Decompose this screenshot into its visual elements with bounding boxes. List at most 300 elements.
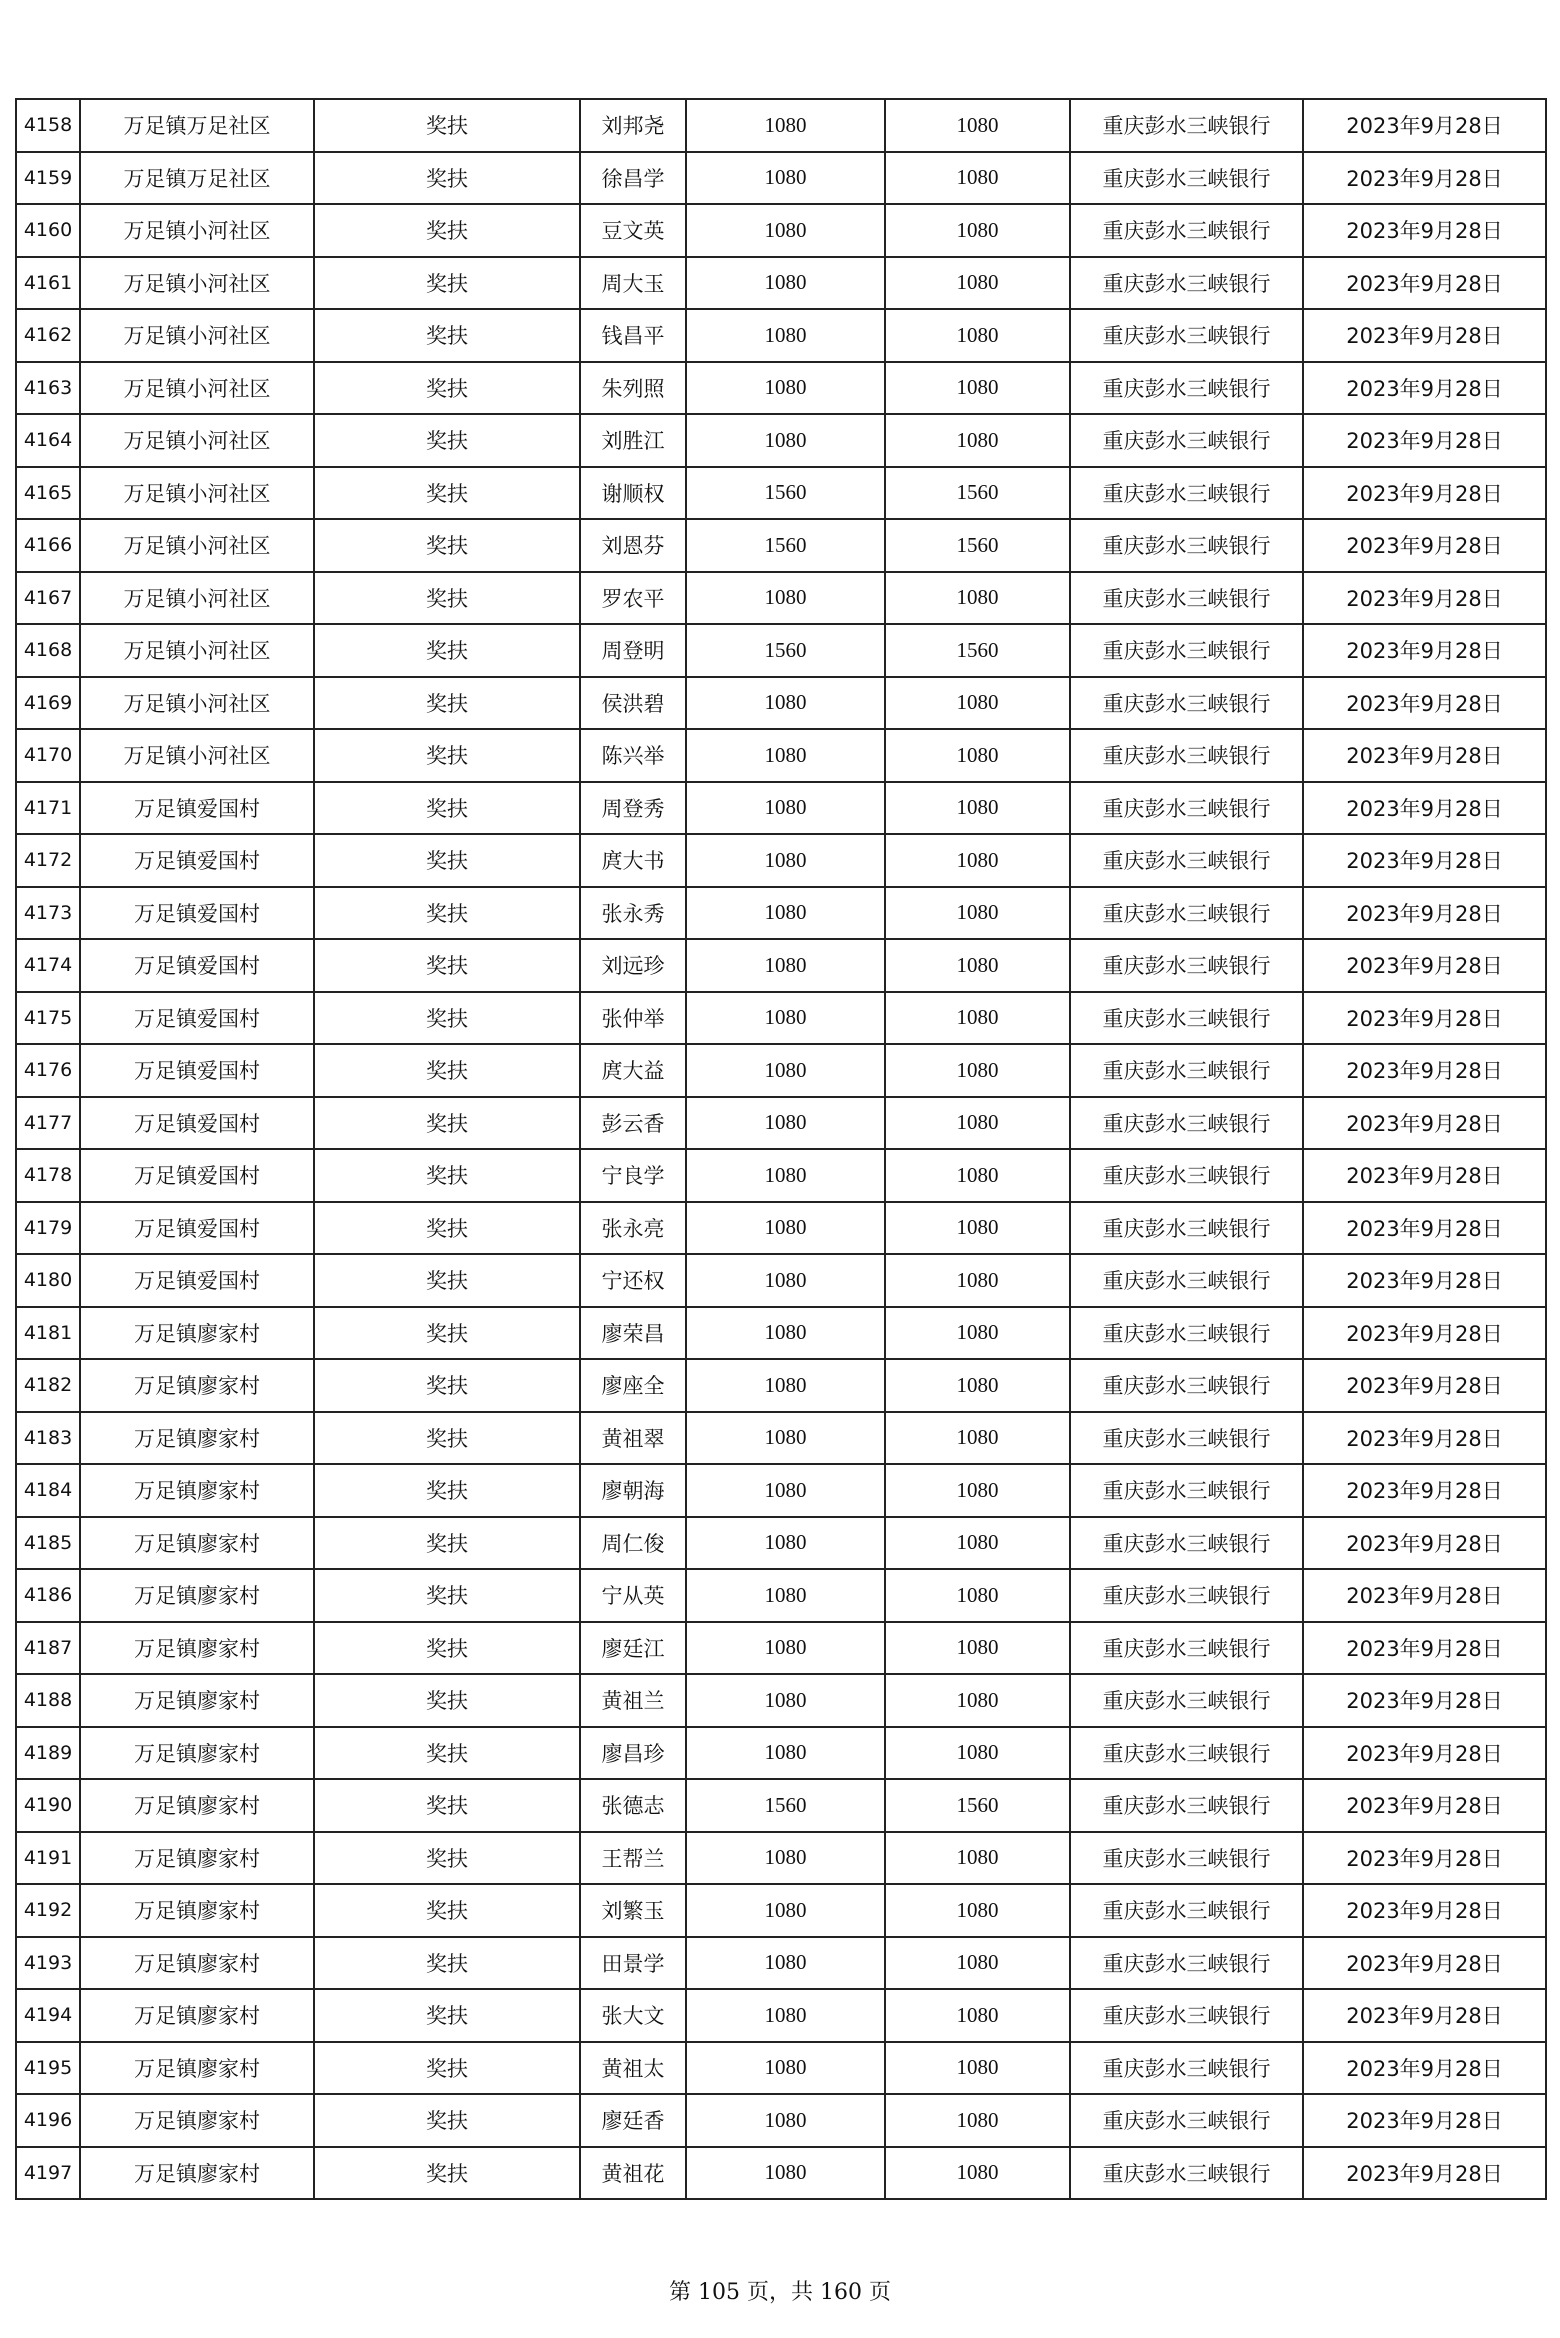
- date-cell: 2023年9月28日: [1303, 519, 1546, 572]
- table-row: [16, 834, 1546, 887]
- amount-cell: 1080: [686, 1149, 885, 1202]
- row-number-cell: 4177: [16, 1097, 80, 1150]
- amount-cell: 1080: [686, 1622, 885, 1675]
- table-row: [16, 1412, 1546, 1465]
- amount-cell: 1080: [686, 992, 885, 1045]
- paid-amount-cell: 1080: [885, 1307, 1070, 1360]
- table-row: [16, 2147, 1546, 2200]
- date-cell: 2023年9月28日: [1303, 729, 1546, 782]
- table-row: [16, 887, 1546, 940]
- type-cell: 奖扶: [314, 624, 580, 677]
- paid-amount-cell: 1080: [885, 834, 1070, 887]
- bank-cell: 重庆彭水三峡银行: [1070, 1202, 1303, 1255]
- date-cell: 2023年9月28日: [1303, 1149, 1546, 1202]
- date-cell: 2023年9月28日: [1303, 414, 1546, 467]
- type-cell: 奖扶: [314, 2094, 580, 2147]
- bank-cell: 重庆彭水三峡银行: [1070, 1307, 1303, 1360]
- date-cell: 2023年9月28日: [1303, 152, 1546, 205]
- name-cell: 徐昌学: [580, 152, 686, 205]
- date-cell: 2023年9月28日: [1303, 939, 1546, 992]
- amount-cell: 1080: [686, 152, 885, 205]
- type-cell: 奖扶: [314, 1097, 580, 1150]
- date-cell: 2023年9月28日: [1303, 1884, 1546, 1937]
- table-row: [16, 1989, 1546, 2042]
- name-cell: 刘繁玉: [580, 1884, 686, 1937]
- type-cell: 奖扶: [314, 1674, 580, 1727]
- paid-amount-cell: 1080: [885, 1097, 1070, 1150]
- date-cell: 2023年9月28日: [1303, 1569, 1546, 1622]
- name-cell: 陈兴举: [580, 729, 686, 782]
- area-cell: 万足镇小河社区: [80, 572, 314, 625]
- date-cell: 2023年9月28日: [1303, 1622, 1546, 1675]
- paid-amount-cell: 1080: [885, 309, 1070, 362]
- name-cell: 张永秀: [580, 887, 686, 940]
- area-cell: 万足镇廖家村: [80, 1359, 314, 1412]
- name-cell: 黄祖翠: [580, 1412, 686, 1465]
- type-cell: 奖扶: [314, 1517, 580, 1570]
- table-row: [16, 414, 1546, 467]
- area-cell: 万足镇廖家村: [80, 1727, 314, 1780]
- name-cell: 刘远珍: [580, 939, 686, 992]
- row-number-cell: 4191: [16, 1832, 80, 1885]
- table-row: [16, 677, 1546, 730]
- name-cell: 彭云香: [580, 1097, 686, 1150]
- paid-amount-cell: 1080: [885, 1464, 1070, 1517]
- amount-cell: 1080: [686, 309, 885, 362]
- area-cell: 万足镇廖家村: [80, 1307, 314, 1360]
- date-cell: 2023年9月28日: [1303, 1097, 1546, 1150]
- row-number-cell: 4163: [16, 362, 80, 415]
- type-cell: 奖扶: [314, 1464, 580, 1517]
- bank-cell: 重庆彭水三峡银行: [1070, 1254, 1303, 1307]
- date-cell: 2023年9月28日: [1303, 782, 1546, 835]
- type-cell: 奖扶: [314, 887, 580, 940]
- paid-amount-cell: 1080: [885, 204, 1070, 257]
- area-cell: 万足镇小河社区: [80, 309, 314, 362]
- bank-cell: 重庆彭水三峡银行: [1070, 1674, 1303, 1727]
- date-cell: 2023年9月28日: [1303, 99, 1546, 152]
- paid-amount-cell: 1080: [885, 362, 1070, 415]
- bank-cell: 重庆彭水三峡银行: [1070, 1832, 1303, 1885]
- name-cell: 王帮兰: [580, 1832, 686, 1885]
- date-cell: 2023年9月28日: [1303, 1202, 1546, 1255]
- table-row: [16, 992, 1546, 1045]
- row-number-cell: 4186: [16, 1569, 80, 1622]
- name-cell: 黄祖兰: [580, 1674, 686, 1727]
- name-cell: 侯洪碧: [580, 677, 686, 730]
- paid-amount-cell: 1080: [885, 2042, 1070, 2095]
- area-cell: 万足镇爱国村: [80, 992, 314, 1045]
- amount-cell: 1080: [686, 1412, 885, 1465]
- paid-amount-cell: 1560: [885, 467, 1070, 520]
- amount-cell: 1560: [686, 1779, 885, 1832]
- date-cell: 2023年9月28日: [1303, 2147, 1546, 2200]
- type-cell: 奖扶: [314, 572, 580, 625]
- amount-cell: 1080: [686, 1674, 885, 1727]
- date-cell: 2023年9月28日: [1303, 887, 1546, 940]
- type-cell: 奖扶: [314, 1202, 580, 1255]
- paid-amount-cell: 1080: [885, 1412, 1070, 1465]
- type-cell: 奖扶: [314, 1044, 580, 1097]
- name-cell: 廖昌珍: [580, 1727, 686, 1780]
- row-number-cell: 4197: [16, 2147, 80, 2200]
- name-cell: 廖荣昌: [580, 1307, 686, 1360]
- name-cell: 豆文英: [580, 204, 686, 257]
- row-number-cell: 4170: [16, 729, 80, 782]
- paid-amount-cell: 1080: [885, 782, 1070, 835]
- amount-cell: 1560: [686, 519, 885, 572]
- amount-cell: 1080: [686, 1097, 885, 1150]
- bank-cell: 重庆彭水三峡银行: [1070, 1569, 1303, 1622]
- bank-cell: 重庆彭水三峡银行: [1070, 1884, 1303, 1937]
- area-cell: 万足镇廖家村: [80, 1779, 314, 1832]
- amount-cell: 1080: [686, 2094, 885, 2147]
- row-number-cell: 4162: [16, 309, 80, 362]
- amount-cell: 1080: [686, 834, 885, 887]
- date-cell: 2023年9月28日: [1303, 1307, 1546, 1360]
- row-number-cell: 4164: [16, 414, 80, 467]
- date-cell: 2023年9月28日: [1303, 1674, 1546, 1727]
- bank-cell: 重庆彭水三峡银行: [1070, 467, 1303, 520]
- area-cell: 万足镇廖家村: [80, 2147, 314, 2200]
- name-cell: 宁还权: [580, 1254, 686, 1307]
- table-row: [16, 204, 1546, 257]
- name-cell: 田景学: [580, 1937, 686, 1990]
- date-cell: 2023年9月28日: [1303, 309, 1546, 362]
- row-number-cell: 4196: [16, 2094, 80, 2147]
- paid-amount-cell: 1080: [885, 572, 1070, 625]
- name-cell: 廖廷香: [580, 2094, 686, 2147]
- paid-amount-cell: 1080: [885, 1569, 1070, 1622]
- date-cell: 2023年9月28日: [1303, 992, 1546, 1045]
- type-cell: 奖扶: [314, 1989, 580, 2042]
- table-row: [16, 1202, 1546, 1255]
- table-row: [16, 1937, 1546, 1990]
- area-cell: 万足镇小河社区: [80, 467, 314, 520]
- row-number-cell: 4182: [16, 1359, 80, 1412]
- table-row: [16, 362, 1546, 415]
- date-cell: 2023年9月28日: [1303, 1359, 1546, 1412]
- paid-amount-cell: 1080: [885, 1727, 1070, 1780]
- paid-amount-cell: 1080: [885, 1149, 1070, 1202]
- row-number-cell: 4168: [16, 624, 80, 677]
- amount-cell: 1080: [686, 1044, 885, 1097]
- amount-cell: 1080: [686, 1202, 885, 1255]
- paid-amount-cell: 1080: [885, 414, 1070, 467]
- row-number-cell: 4165: [16, 467, 80, 520]
- type-cell: 奖扶: [314, 1412, 580, 1465]
- name-cell: 张德志: [580, 1779, 686, 1832]
- bank-cell: 重庆彭水三峡银行: [1070, 2147, 1303, 2200]
- page-footer: 第 105 页，共 160 页: [669, 2280, 891, 2305]
- type-cell: 奖扶: [314, 939, 580, 992]
- name-cell: 廖座全: [580, 1359, 686, 1412]
- amount-cell: 1080: [686, 1517, 885, 1570]
- area-cell: 万足镇小河社区: [80, 624, 314, 677]
- date-cell: 2023年9月28日: [1303, 2042, 1546, 2095]
- row-number-cell: 4181: [16, 1307, 80, 1360]
- type-cell: 奖扶: [314, 2147, 580, 2200]
- paid-amount-cell: 1080: [885, 729, 1070, 782]
- name-cell: 廖廷江: [580, 1622, 686, 1675]
- paid-amount-cell: 1080: [885, 677, 1070, 730]
- row-number-cell: 4185: [16, 1517, 80, 1570]
- bank-cell: 重庆彭水三峡银行: [1070, 204, 1303, 257]
- name-cell: 钱昌平: [580, 309, 686, 362]
- name-cell: 罗农平: [580, 572, 686, 625]
- type-cell: 奖扶: [314, 782, 580, 835]
- bank-cell: 重庆彭水三峡银行: [1070, 1989, 1303, 2042]
- area-cell: 万足镇廖家村: [80, 2094, 314, 2147]
- row-number-cell: 4158: [16, 99, 80, 152]
- name-cell: 谢顺权: [580, 467, 686, 520]
- date-cell: 2023年9月28日: [1303, 834, 1546, 887]
- table-row: [16, 939, 1546, 992]
- type-cell: 奖扶: [314, 1622, 580, 1675]
- area-cell: 万足镇爱国村: [80, 1097, 314, 1150]
- table-row: [16, 782, 1546, 835]
- table-row: [16, 729, 1546, 782]
- bank-cell: 重庆彭水三峡银行: [1070, 834, 1303, 887]
- name-cell: 朱列照: [580, 362, 686, 415]
- row-number-cell: 4194: [16, 1989, 80, 2042]
- row-number-cell: 4172: [16, 834, 80, 887]
- area-cell: 万足镇爱国村: [80, 1202, 314, 1255]
- bank-cell: 重庆彭水三峡银行: [1070, 572, 1303, 625]
- table-row: [16, 1569, 1546, 1622]
- row-number-cell: 4169: [16, 677, 80, 730]
- area-cell: 万足镇爱国村: [80, 1149, 314, 1202]
- type-cell: 奖扶: [314, 414, 580, 467]
- area-cell: 万足镇小河社区: [80, 729, 314, 782]
- amount-cell: 1080: [686, 782, 885, 835]
- area-cell: 万足镇廖家村: [80, 1989, 314, 2042]
- type-cell: 奖扶: [314, 1254, 580, 1307]
- amount-cell: 1080: [686, 887, 885, 940]
- area-cell: 万足镇爱国村: [80, 887, 314, 940]
- row-number-cell: 4176: [16, 1044, 80, 1097]
- paid-amount-cell: 1080: [885, 1359, 1070, 1412]
- bank-cell: 重庆彭水三峡银行: [1070, 152, 1303, 205]
- area-cell: 万足镇廖家村: [80, 1674, 314, 1727]
- paid-amount-cell: 1080: [885, 99, 1070, 152]
- paid-amount-cell: 1080: [885, 152, 1070, 205]
- date-cell: 2023年9月28日: [1303, 1412, 1546, 1465]
- area-cell: 万足镇小河社区: [80, 414, 314, 467]
- area-cell: 万足镇廖家村: [80, 1937, 314, 1990]
- row-number-cell: 4159: [16, 152, 80, 205]
- date-cell: 2023年9月28日: [1303, 572, 1546, 625]
- date-cell: 2023年9月28日: [1303, 1989, 1546, 2042]
- table-row: [16, 1779, 1546, 1832]
- row-number-cell: 4171: [16, 782, 80, 835]
- area-cell: 万足镇爱国村: [80, 834, 314, 887]
- bank-cell: 重庆彭水三峡银行: [1070, 1779, 1303, 1832]
- table-row: [16, 1044, 1546, 1097]
- area-cell: 万足镇小河社区: [80, 362, 314, 415]
- paid-amount-cell: 1080: [885, 887, 1070, 940]
- amount-cell: 1080: [686, 1359, 885, 1412]
- name-cell: 廖朝海: [580, 1464, 686, 1517]
- table-row: [16, 1884, 1546, 1937]
- row-number-cell: 4189: [16, 1727, 80, 1780]
- amount-cell: 1560: [686, 467, 885, 520]
- table-row: [16, 99, 1546, 152]
- name-cell: 黄祖太: [580, 2042, 686, 2095]
- bank-cell: 重庆彭水三峡银行: [1070, 1149, 1303, 1202]
- paid-amount-cell: 1080: [885, 1202, 1070, 1255]
- payment-table: [15, 98, 1547, 2200]
- paid-amount-cell: 1080: [885, 1517, 1070, 1570]
- amount-cell: 1080: [686, 1937, 885, 1990]
- row-number-cell: 4193: [16, 1937, 80, 1990]
- date-cell: 2023年9月28日: [1303, 467, 1546, 520]
- row-number-cell: 4161: [16, 257, 80, 310]
- paid-amount-cell: 1080: [885, 1622, 1070, 1675]
- type-cell: 奖扶: [314, 1149, 580, 1202]
- bank-cell: 重庆彭水三峡银行: [1070, 1464, 1303, 1517]
- table-row: [16, 1359, 1546, 1412]
- table-row: [16, 1517, 1546, 1570]
- name-cell: 周仁俊: [580, 1517, 686, 1570]
- date-cell: 2023年9月28日: [1303, 1254, 1546, 1307]
- area-cell: 万足镇爱国村: [80, 782, 314, 835]
- name-cell: 张大文: [580, 1989, 686, 2042]
- row-number-cell: 4160: [16, 204, 80, 257]
- amount-cell: 1080: [686, 1307, 885, 1360]
- amount-cell: 1080: [686, 257, 885, 310]
- row-number-cell: 4188: [16, 1674, 80, 1727]
- table-row: [16, 309, 1546, 362]
- type-cell: 奖扶: [314, 1569, 580, 1622]
- bank-cell: 重庆彭水三峡银行: [1070, 2094, 1303, 2147]
- bank-cell: 重庆彭水三峡银行: [1070, 677, 1303, 730]
- type-cell: 奖扶: [314, 99, 580, 152]
- bank-cell: 重庆彭水三峡银行: [1070, 99, 1303, 152]
- row-number-cell: 4175: [16, 992, 80, 1045]
- table-row: [16, 2042, 1546, 2095]
- bank-cell: 重庆彭水三峡银行: [1070, 1359, 1303, 1412]
- area-cell: 万足镇爱国村: [80, 939, 314, 992]
- table-row: [16, 519, 1546, 572]
- table-body: [16, 99, 1546, 2199]
- type-cell: 奖扶: [314, 467, 580, 520]
- date-cell: 2023年9月28日: [1303, 677, 1546, 730]
- paid-amount-cell: 1080: [885, 992, 1070, 1045]
- type-cell: 奖扶: [314, 152, 580, 205]
- table-row: [16, 1832, 1546, 1885]
- amount-cell: 1080: [686, 2042, 885, 2095]
- type-cell: 奖扶: [314, 1779, 580, 1832]
- date-cell: 2023年9月28日: [1303, 1464, 1546, 1517]
- name-cell: 周登秀: [580, 782, 686, 835]
- row-number-cell: 4173: [16, 887, 80, 940]
- type-cell: 奖扶: [314, 1884, 580, 1937]
- name-cell: 张仲举: [580, 992, 686, 1045]
- bank-cell: 重庆彭水三峡银行: [1070, 257, 1303, 310]
- row-number-cell: 4190: [16, 1779, 80, 1832]
- bank-cell: 重庆彭水三峡银行: [1070, 414, 1303, 467]
- area-cell: 万足镇小河社区: [80, 204, 314, 257]
- amount-cell: 1080: [686, 1989, 885, 2042]
- date-cell: 2023年9月28日: [1303, 1044, 1546, 1097]
- bank-cell: 重庆彭水三峡银行: [1070, 2042, 1303, 2095]
- bank-cell: 重庆彭水三峡银行: [1070, 362, 1303, 415]
- type-cell: 奖扶: [314, 1937, 580, 1990]
- row-number-cell: 4174: [16, 939, 80, 992]
- paid-amount-cell: 1080: [885, 939, 1070, 992]
- row-number-cell: 4179: [16, 1202, 80, 1255]
- table-row: [16, 257, 1546, 310]
- paid-amount-cell: 1080: [885, 1989, 1070, 2042]
- paid-amount-cell: 1080: [885, 1044, 1070, 1097]
- name-cell: 宁从英: [580, 1569, 686, 1622]
- paid-amount-cell: 1080: [885, 2147, 1070, 2200]
- type-cell: 奖扶: [314, 992, 580, 1045]
- bank-cell: 重庆彭水三峡银行: [1070, 1622, 1303, 1675]
- amount-cell: 1080: [686, 1832, 885, 1885]
- amount-cell: 1080: [686, 939, 885, 992]
- type-cell: 奖扶: [314, 2042, 580, 2095]
- area-cell: 万足镇廖家村: [80, 1622, 314, 1675]
- area-cell: 万足镇廖家村: [80, 1569, 314, 1622]
- bank-cell: 重庆彭水三峡银行: [1070, 1517, 1303, 1570]
- amount-cell: 1080: [686, 1464, 885, 1517]
- amount-cell: 1080: [686, 572, 885, 625]
- type-cell: 奖扶: [314, 362, 580, 415]
- bank-cell: 重庆彭水三峡银行: [1070, 782, 1303, 835]
- table-row: [16, 624, 1546, 677]
- bank-cell: 重庆彭水三峡银行: [1070, 309, 1303, 362]
- amount-cell: 1080: [686, 2147, 885, 2200]
- paid-amount-cell: 1560: [885, 624, 1070, 677]
- paid-amount-cell: 1560: [885, 1779, 1070, 1832]
- paid-amount-cell: 1080: [885, 2094, 1070, 2147]
- amount-cell: 1080: [686, 1569, 885, 1622]
- type-cell: 奖扶: [314, 729, 580, 782]
- type-cell: 奖扶: [314, 1727, 580, 1780]
- amount-cell: 1080: [686, 1884, 885, 1937]
- table-row: [16, 1727, 1546, 1780]
- type-cell: 奖扶: [314, 519, 580, 572]
- paid-amount-cell: 1080: [885, 1884, 1070, 1937]
- table-row: [16, 152, 1546, 205]
- amount-cell: 1080: [686, 99, 885, 152]
- area-cell: 万足镇爱国村: [80, 1044, 314, 1097]
- date-cell: 2023年9月28日: [1303, 204, 1546, 257]
- table-row: [16, 1622, 1546, 1675]
- area-cell: 万足镇小河社区: [80, 677, 314, 730]
- row-number-cell: 4180: [16, 1254, 80, 1307]
- paid-amount-cell: 1080: [885, 1254, 1070, 1307]
- row-number-cell: 4195: [16, 2042, 80, 2095]
- paid-amount-cell: 1080: [885, 257, 1070, 310]
- name-cell: 刘恩芬: [580, 519, 686, 572]
- paid-amount-cell: 1080: [885, 1674, 1070, 1727]
- area-cell: 万足镇廖家村: [80, 1832, 314, 1885]
- area-cell: 万足镇万足社区: [80, 99, 314, 152]
- name-cell: 庹大书: [580, 834, 686, 887]
- table-row: [16, 1097, 1546, 1150]
- name-cell: 周登明: [580, 624, 686, 677]
- name-cell: 庹大益: [580, 1044, 686, 1097]
- bank-cell: 重庆彭水三峡银行: [1070, 1937, 1303, 1990]
- area-cell: 万足镇廖家村: [80, 2042, 314, 2095]
- paid-amount-cell: 1560: [885, 519, 1070, 572]
- type-cell: 奖扶: [314, 677, 580, 730]
- bank-cell: 重庆彭水三峡银行: [1070, 992, 1303, 1045]
- table-row: [16, 572, 1546, 625]
